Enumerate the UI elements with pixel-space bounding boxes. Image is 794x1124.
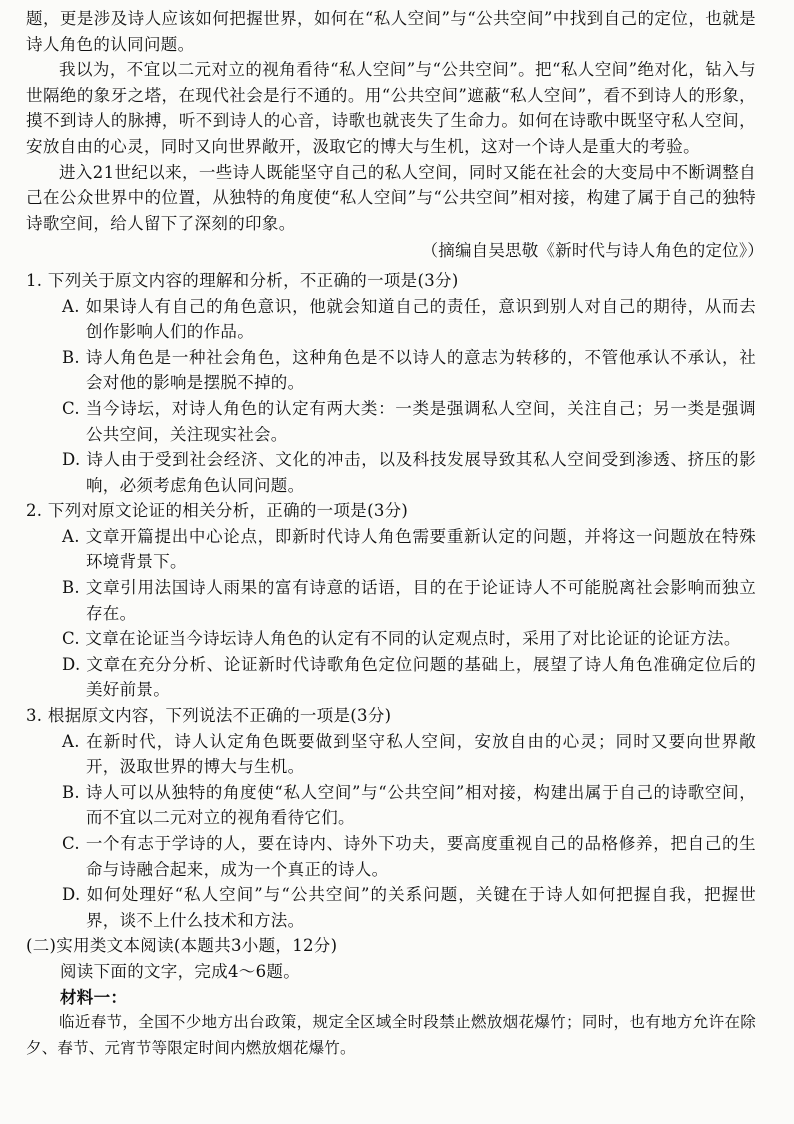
option-c: C. 文章在论证当今诗坛诗人角色的认定有不同的认定观点时，采用了对比论证的论证方法。 [62, 629, 741, 649]
material-text: 临近春节，全国不少地方出台政策，规定全区域全时段禁止燃放烟花爆竹；同时，也有地方允许在除夕、春节、元宵节等限定时间内燃放烟花爆竹。 [26, 1013, 756, 1057]
option-b: B. 诗人可以从独特的角度使“私人空间”与“公共空间”相对接，构建出属于自己的诗歌空间，而不宜以二元对立的视角看待它们。 [62, 782, 756, 828]
paragraph-viewpoint: 我以为，不宜以二元对立的视角看待“私人空间”与“公共空间”。把“私人空间”绝对化，钻入与世隔绝的象牙之塔，在现代社会是行不通的。用“公共空间”遮蔽“私人空间”，看不到诗人的形象，摸不到诗人的脉搏，听不到诗人的心音，诗歌也就丧失了生命力。如何在诗歌中既坚守私人空间，安放自由的心灵，同时又向世界敞开，汲取它的博大与生机，这对一个诗人是重大的考验。 [26, 60, 756, 156]
paragraph-new-century: 进入21世纪以来，一些诗人既能坚守自己的私人空间，同时又能在社会的大变局中不断调整自己在公众世界中的位置，从独特的角度使“私人空间”与“公共空间”相对接，构建了属于自己的独特诗歌空间，给人留下了深刻的印象。 [26, 162, 756, 233]
option-d: D. 诗人由于受到社会经济、文化的冲击，以及科技发展导致其私人空间受到渗透、挤压的影响，必须考虑角色认同问题。 [62, 450, 756, 495]
option-b: B. 文章引用法国诗人雨果的富有诗意的话语，目的在于论证诗人不可能脱离社会影响而独立存在。 [62, 578, 756, 623]
question-2 [26, 498, 756, 703]
option-c: C. 一个有志于学诗的人，要在诗内、诗外下功夫，要高度重视自己的品格修养，把自己的生命与诗融合起来，成为一个真正的诗人。 [62, 834, 756, 879]
option-d: D. 文章在充分分析、论证新时代诗歌角色定位问题的基础上，展望了诗人角色准确定位后的美好前景。 [62, 654, 756, 700]
question-stem: 2. 下列对原文论证的相关分析，正确的一项是(3分) [26, 501, 409, 521]
question-3 [26, 703, 756, 933]
option-a: A. 在新时代，诗人认定角色既要做到坚守私人空间，安放自由的心灵；同时又要向世界敞开，汲取世界的博大与生机。 [62, 731, 756, 777]
option-b: B. 诗人角色是一种社会角色，这种角色是不以诗人的意志为转移的，不管他承认不承认，社会对他的影响是摆脱不掉的。 [62, 347, 756, 393]
source-citation: （摘编自吴思敬《新时代与诗人角色的定位》） [421, 241, 764, 261]
section-instruction: 阅读下面的文字，完成4～6题。 [60, 961, 300, 981]
question-1 [26, 268, 756, 498]
question-stem: 3. 根据原文内容，下列说法不正确的一项是(3分) [26, 706, 392, 726]
material-label: 材料一： [60, 987, 128, 1007]
option-a: A. 文章开篇提出中心论点，即新时代诗人角色需要重新认定的问题，并将这一问题放在特殊环境背景下。 [62, 526, 756, 572]
option-c: C. 当今诗坛，对诗人角色的认定有两大类：一类是强调私人空间，关注自己；另一类是强调公共空间，关注现实社会。 [62, 398, 756, 444]
question-stem: 1. 下列关于原文内容的理解和分析，不正确的一项是(3分) [26, 270, 459, 290]
section-title: (二)实用类文本阅读(本题共3小题，12分) [26, 936, 338, 956]
paragraph-continued: 题，更是涉及诗人应该如何把握世界，如何在“私人空间”与“公共空间”中找到自己的定位，也就是诗人角色的认同问题。 [26, 9, 756, 54]
option-a: A. 如果诗人有自己的角色意识，他就会知道自己的责任，意识到别人对自己的期待，从而去创作影响人们的作品。 [62, 296, 756, 342]
option-d: D. 如何处理好“私人空间”与“公共空间”的关系问题，关键在于诗人如何把握自我，把握世界，谈不上什么技术和方法。 [62, 885, 756, 930]
